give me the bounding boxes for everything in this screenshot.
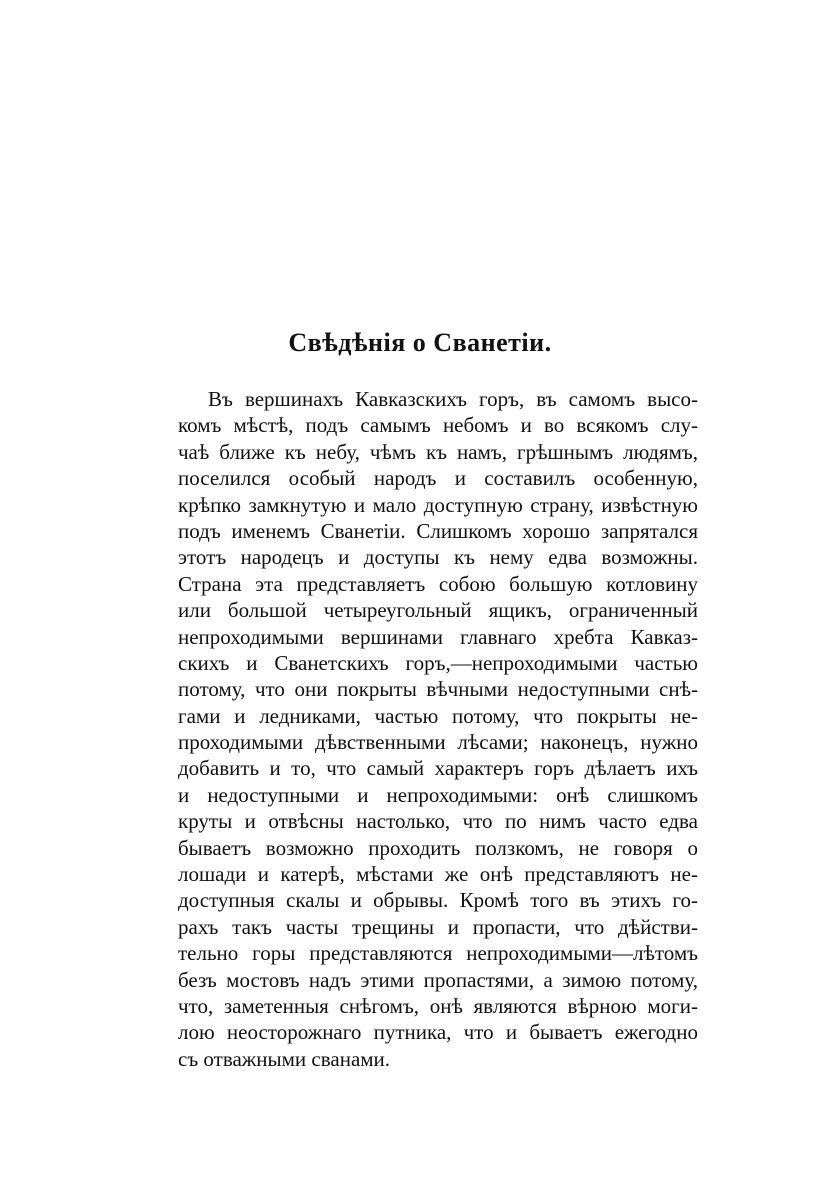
text-line: рахъ такъ часты трещины и пропасти, что дѣйстви- — [178, 914, 698, 939]
text-line: поселился особый народъ и составилъ особенную, — [178, 466, 698, 491]
text-line: и недоступными и непроходимыми: онѣ слишкомъ — [178, 782, 698, 807]
page-title: Свѣдѣнія о Сванетіи. — [288, 328, 552, 357]
text-line: комъ мѣстѣ, подъ самымъ небомъ и во всякомъ слу- — [178, 413, 698, 438]
text-line: добавить и то, что самый характеръ горъ дѣлаетъ ихъ — [178, 756, 698, 781]
text-line: гами и ледниками, частью потому, что покрыты не- — [178, 703, 698, 728]
body-paragraph — [178, 386, 698, 1072]
text-line: Въ вершинахъ Кавказскихъ горъ, въ самомъ высо- — [208, 387, 698, 411]
text-line: лошади и катерѣ, мѣстами же онѣ представляютъ не- — [178, 862, 698, 887]
text-line: что, заметенныя снѣгомъ, онѣ являются вѣрною моги- — [178, 993, 698, 1018]
text-line: лою неосторожнаго путника, что и бываетъ ежегодно — [178, 1020, 698, 1045]
text-line: безъ мостовъ надъ этими пропастями, а зимою потому, — [178, 967, 698, 992]
text-line: доступныя скалы и обрывы. Кромѣ того въ этихъ го- — [178, 888, 698, 913]
text-line: Страна эта представляетъ собою большую котловину — [178, 571, 698, 596]
text-line: тельно горы представляются непроходимыми—лѣтомъ — [178, 941, 698, 966]
text-line: чаѣ ближе къ небу, чѣмъ къ намъ, грѣшнымъ людямъ, — [178, 439, 698, 464]
text-line: или большой четыреугольный ящикъ, ограниченный — [178, 598, 698, 623]
text-line: этотъ народецъ и доступы къ нему едва возможны. — [178, 545, 698, 570]
text-line: проходимыми дѣвственными лѣсами; наконецъ, нужно — [178, 730, 698, 755]
text-line: круты и отвѣсны настолько, что по нимъ часто едва — [178, 809, 698, 834]
text-line: непроходимыми вершинами главнаго хребта Кавказ- — [178, 624, 698, 649]
text-line: крѣпко замкнутую и мало доступную страну, извѣстную — [178, 492, 698, 517]
text-line: скихъ и Сванетскихъ горъ,—непроходимыми частью — [178, 650, 698, 675]
text-line: потому, что они покрыты вѣчными недоступными снѣ- — [178, 677, 698, 702]
text-line: подъ именемъ Сванетіи. Слишкомъ хорошо запрятался — [178, 518, 698, 543]
text-line: съ отважными сванами. — [178, 1046, 391, 1071]
text-line: бываетъ возможно проходить ползкомъ, не говоря о — [178, 835, 698, 860]
